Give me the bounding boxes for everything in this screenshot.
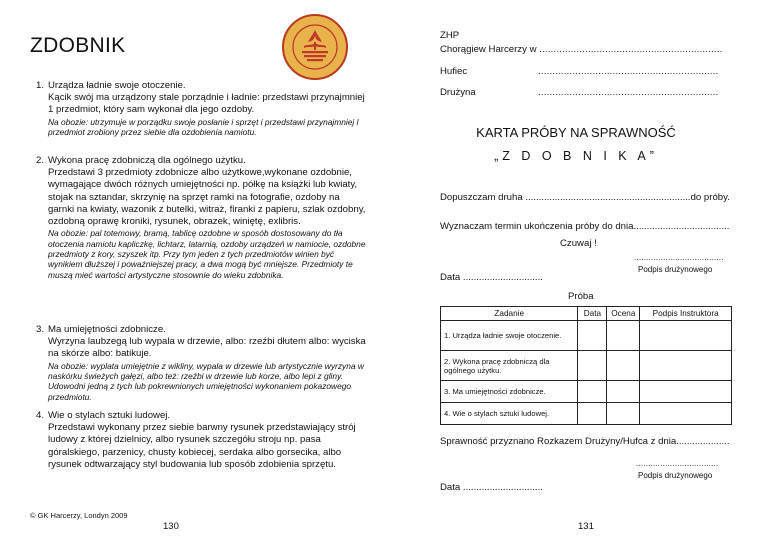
copyright: © GK Harcerzy, Londyn 2009	[30, 511, 128, 520]
task-cell: 3. Ma umiejętności zdobnicze.	[441, 381, 578, 403]
grade-cell[interactable]	[607, 381, 640, 403]
col-data: Data	[578, 307, 607, 321]
task-cell: 1. Urządza ładnie swoje otoczenie.	[441, 321, 578, 351]
grade-cell[interactable]	[607, 403, 640, 425]
hufiec-label: Hufiec	[440, 66, 468, 77]
page-number-right: 131	[578, 521, 594, 532]
item-number: 3.	[36, 324, 45, 335]
instructor-sign-cell[interactable]	[640, 351, 732, 381]
instructor-sign-cell[interactable]	[640, 403, 732, 425]
item-heading: Ma umiejętności zdobnicze.	[48, 324, 166, 335]
page-number-left: 130	[163, 521, 179, 532]
right-page	[384, 0, 768, 543]
czuwaj-text: Czuwaj !	[560, 238, 597, 249]
item-body: Kącik swój ma urządzony stale porządnie i ładnie: przedstawi przynajmniej 1 przedmiot, który sam wykonał dla jego ozdoby.	[48, 92, 365, 116]
task-cell: 4. Wie o stylach sztuki ludowej.	[441, 403, 578, 425]
signature-label-1: Podpis drużynowego	[638, 265, 713, 274]
proba-title: Próba	[568, 291, 594, 302]
item-body: Wyrzyna laubzegą lub wypala w drzewie, albo: rzeźbi dłutem albo: wyciska na skórze albo: batikuje.	[48, 336, 366, 360]
requirement-2	[36, 155, 366, 280]
date-cell[interactable]	[578, 351, 607, 381]
item-number: 1.	[36, 80, 45, 91]
col-podpis: Podpis Instruktora	[640, 307, 732, 321]
date-cell[interactable]	[578, 403, 607, 425]
table-row	[441, 321, 732, 351]
card-title: KARTA PRÓBY NA SPRAWNOŚĆ	[476, 125, 676, 140]
item-camp-note: Na obozie: utrzymuje w porządku swoje posłanie i sprzęt i przedstawi przynajmniej l przedmiot zrobiony przez siebie dla ozdobienia namiotu.	[48, 116, 359, 138]
trial-table	[440, 306, 732, 425]
award-line: Sprawność przyznano Rozkazem Drużyny/Hufca z dnia....................	[440, 436, 730, 447]
date-line-1: Data ..............................	[440, 272, 543, 283]
table-header-row	[441, 307, 732, 321]
choragiew-blank: ................................................................	[539, 44, 723, 55]
signature-line-1: .....................................	[634, 253, 724, 262]
instructor-sign-cell[interactable]	[640, 321, 732, 351]
hufiec-blank: ...............................................................	[538, 66, 719, 77]
item-camp-note: Na obozie: wyplata umiejętnie z wikliny, wypala w drzewie lub artystycznie wyrzyna w naskórku świeżych gałęzi, albo też: rzeźbi w drzewie lub korze, albo lepi z gliny. Udowodni jedną z tych lub pokrewnionych umiejętności wykonaniem pokazowego przedmiotu.	[48, 360, 364, 402]
admission-line: Dopuszczam druha ..............................................................do próby.	[440, 192, 730, 203]
item-body: Przedstawi 3 przedmioty zdobnicze albo użytkowe,wykonane ozdobnie, wymagające dwóch różnych umiejętności np. półkę na książki lub kwiaty, stojak na sztandar, skrzynię na sprzęt ramki na fotografie, ozdoby na garnki na kwiaty, wazonik z butelki, witraż, firanki z papieru, szlak ozdobny, ozdobną oprawę kroniki, rysunek, obrazek, winiętę, exlibris.	[48, 167, 366, 228]
table-row	[441, 381, 732, 403]
item-body: Przedstawi wykonany przez siebie barwny rysunek przedstawiający strój ludowy z której dzielnicy, albo rysunek szczegółu stroju np. pasa góralskiego, parzenicy, chusty kobiecej, serdaka albo gorsecika, albo rysunek odtwarzający styl budowania lub sposób zdobienia sprzętu.	[48, 422, 356, 470]
table-row	[441, 403, 732, 425]
col-ocena: Ocena	[607, 307, 640, 321]
requirement-1	[36, 80, 366, 137]
item-number: 2.	[36, 155, 45, 166]
date-cell[interactable]	[578, 381, 607, 403]
zdobnik-badge-icon	[282, 14, 348, 80]
col-zadanie: Zadanie	[441, 307, 578, 321]
choragiew-field	[440, 44, 740, 56]
signature-label-2: Podpis drużynowego	[638, 471, 713, 480]
item-heading: Wykona pracę zdobniczą dla ogólnego użytku.	[48, 155, 246, 166]
task-cell: 2. Wykona pracę zdobniczą dla ogólnego użytku.	[441, 351, 578, 381]
item-heading: Wie o stylach sztuki ludowej.	[48, 410, 171, 421]
requirement-3	[36, 324, 366, 402]
requirement-4	[36, 410, 366, 471]
druzyna-blank: ...............................................................	[538, 87, 719, 98]
grade-cell[interactable]	[607, 321, 640, 351]
date-line-2: Data ..............................	[440, 482, 543, 493]
signature-line-2: ..................................	[636, 459, 719, 468]
zhp-label: ZHP	[440, 30, 460, 41]
badge-name: „Z D O B N I K A”	[494, 149, 658, 163]
date-cell[interactable]	[578, 321, 607, 351]
instructor-sign-cell[interactable]	[640, 381, 732, 403]
grade-cell[interactable]	[607, 351, 640, 381]
deadline-line: Wyznaczam termin ukończenia próby do dnia....................................	[440, 221, 730, 232]
item-camp-note: Na obozie: pal totemowy, bramą, tablicę ozdobne w sposób dostosowany do tła otoczenia namiotu kapliczkę, lichtarz, latarnią, ozdoby urządzeń w namiocie, ozdobne przedmioty z kory, szyszek itp. Przy tym jeden z tych przedmiotów winien być wynikiem dłuższej i poważniejszej pracy, a dwa mogą być mniejsze. Przedmioty te muszą mieć wartości artystyczne stosownie do wieku zdobnika.	[48, 228, 366, 280]
page-title: ZDOBNIK	[30, 34, 126, 57]
item-heading: Urządza ładnie swoje otoczenie.	[48, 80, 186, 91]
item-number: 4.	[36, 410, 45, 421]
choragiew-label: Chorągiew Harcerzy w	[440, 44, 537, 55]
druzyna-label: Drużyna	[440, 87, 476, 98]
table-row	[441, 351, 732, 381]
